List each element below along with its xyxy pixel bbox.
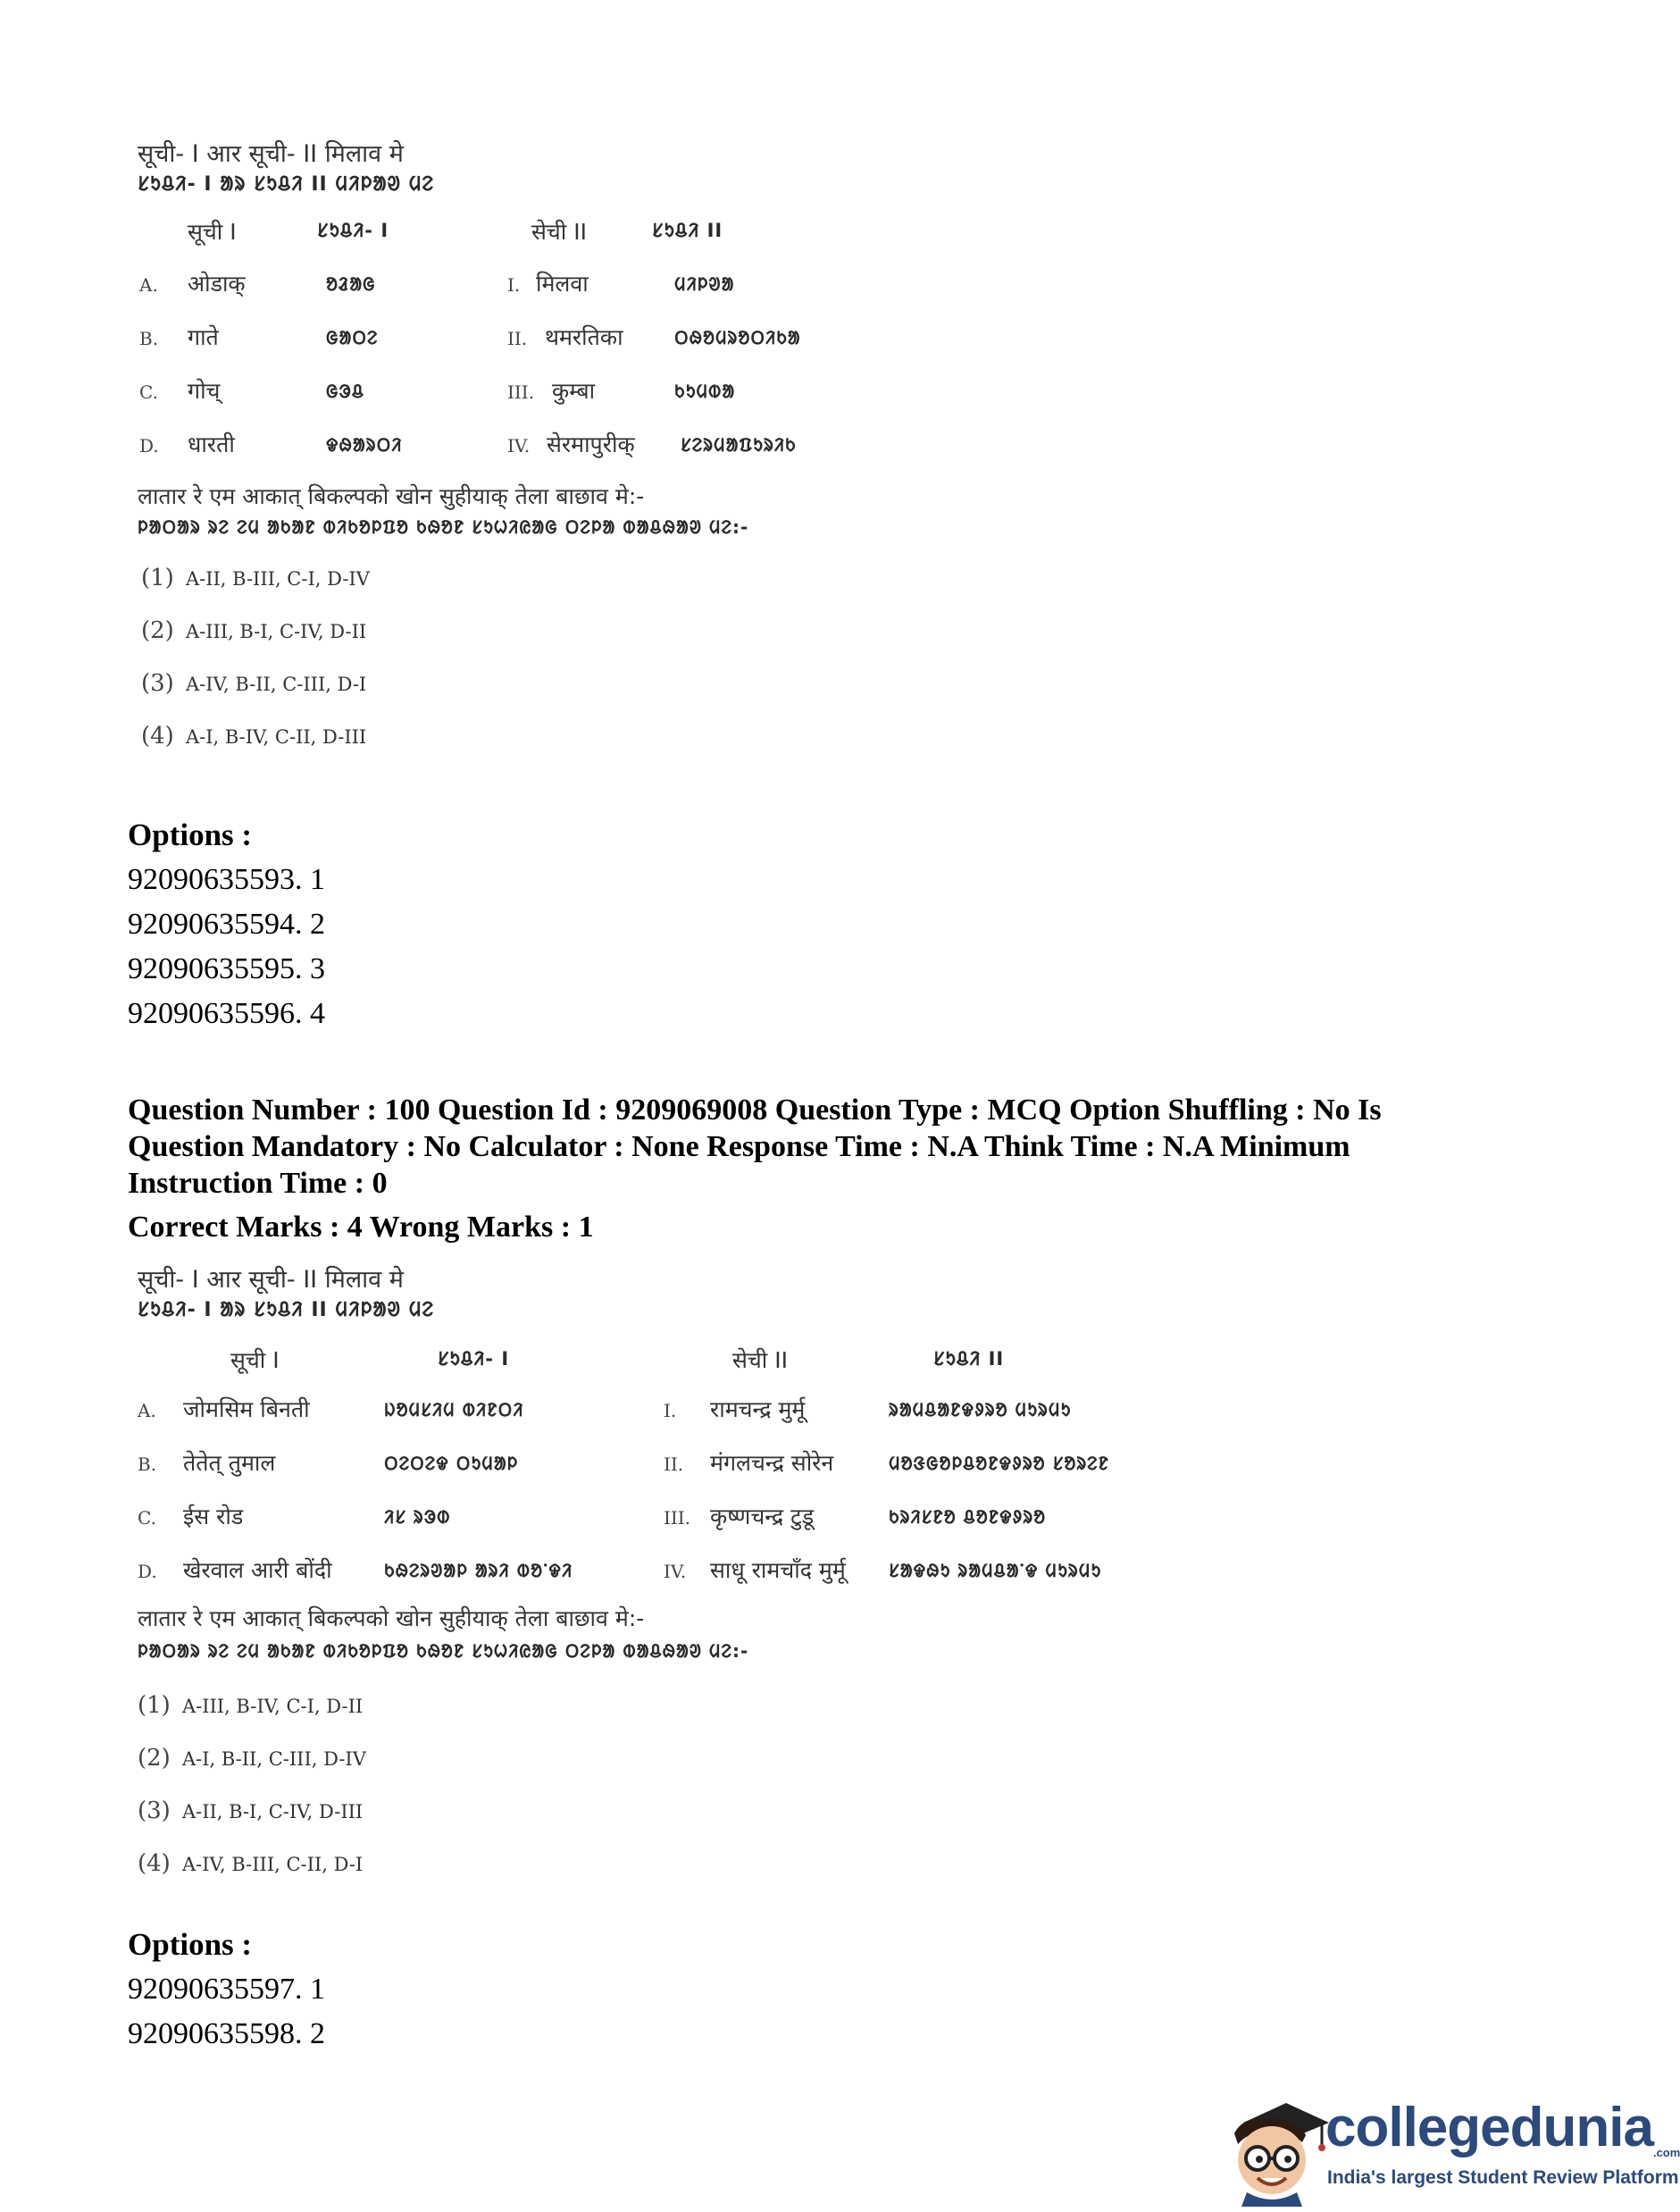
q2-instruction-deva: लातार रे एम आकात् बिकल्पको खोन सुहीयाक् तेला बाछाव मे:- bbox=[138, 1605, 645, 1631]
options-heading: Options : bbox=[128, 817, 253, 852]
q1-row-left-ol: ᱜᱟᱛᱮ bbox=[326, 327, 379, 348]
choice-text: A-I, B-IV, C-II, D-III bbox=[185, 726, 367, 748]
choice-number: (3) bbox=[141, 670, 174, 697]
q1-header-left-deva: सूची I bbox=[188, 219, 237, 245]
choice-text: A-II, B-III, C-I, D-IV bbox=[185, 568, 370, 590]
q2-row-right-deva: मंगलचन्द्र सोरेन bbox=[710, 1450, 834, 1476]
q2-row-right-ol: ᱨᱟᱢᱪᱟᱱᱫᱽᱨᱚ ᱢᱩᱨᱢᱩ bbox=[889, 1399, 1072, 1420]
q1-row-label: B. bbox=[139, 328, 159, 349]
mascot-icon bbox=[1216, 2091, 1333, 2207]
option-id: 92090635596. 4 bbox=[128, 997, 325, 1030]
q2-row-right-deva: रामचन्द्र मुर्मू bbox=[710, 1396, 806, 1422]
choice-number: (4) bbox=[141, 723, 174, 750]
q1-row-right-deva: कुम्बा bbox=[552, 378, 596, 404]
choice-text: A-IV, B-III, C-II, D-I bbox=[181, 1854, 364, 1875]
q1-row-right-ol: ᱥᱮᱨᱢᱟᱯᱩᱨᱤᱠ bbox=[681, 434, 797, 456]
options-heading: Options : bbox=[128, 1927, 253, 1962]
q2-row-left-deva: खेरवाल आरी बोंदी bbox=[183, 1557, 332, 1583]
q1-row-right-label: III. bbox=[507, 381, 535, 403]
q2-row-label: B. bbox=[138, 1454, 157, 1475]
meta-line: Instruction Time : 0 bbox=[128, 1167, 388, 1200]
question-meta bbox=[128, 1092, 1382, 1245]
q2-row-right-ol: ᱢᱚᱝᱜᱚᱞᱪᱚᱱᱫᱽᱨᱚ ᱥᱚᱨᱮᱱ bbox=[889, 1453, 1110, 1474]
question-1-image bbox=[134, 134, 848, 759]
brand-name bbox=[1325, 2096, 1680, 2159]
q1-row-left-ol: ᱚᱲᱟᱜ bbox=[326, 273, 376, 295]
q1-header-right-ol: ᱥᱩᱪᱤ II bbox=[652, 220, 723, 241]
q1-row-left-deva: ओडाक् bbox=[188, 271, 246, 297]
q2-instruction-olchiki: ᱞᱟᱛᱟᱨ ᱨᱮ ᱮᱢ ᱟᱠᱟᱱ ᱵᱤᱠᱚᱞᱯᱚ ᱠᱷᱚᱱ ᱥᱩᱦᱤᱭᱟᱜ ᱛᱮᱞᱟ ᱵᱟᱪᱷᱟᱣ ᱢᱮ:- bbox=[138, 1640, 749, 1662]
option-id: 92090635597. 1 bbox=[128, 1973, 325, 2006]
q2-row-right-deva: कृष्णचन्द्र टुडू bbox=[710, 1504, 815, 1529]
brand-tagline: India's largest Student Review Platform bbox=[1327, 2167, 1679, 2188]
q2-row-right-label: I. bbox=[664, 1400, 677, 1421]
q1-row-label: D. bbox=[139, 435, 159, 457]
q1-choice bbox=[141, 565, 370, 591]
q1-choice bbox=[141, 670, 366, 697]
q2-row-right-label: IV. bbox=[664, 1561, 687, 1582]
option-id: 92090635595. 3 bbox=[128, 952, 325, 985]
q1-row-label: C. bbox=[139, 381, 158, 403]
q2-row-right-label: III. bbox=[664, 1507, 691, 1529]
q1-title-olchiki: ᱥᱩᱪᱤ- I ᱟᱨ ᱥᱩᱪᱤ II ᱢᱤᱞᱟᱣ ᱢᱮ bbox=[138, 173, 435, 196]
q2-choice bbox=[138, 1850, 363, 1877]
collegedunia-logo[interactable] bbox=[1216, 2091, 1680, 2207]
choice-text: A-I, B-II, C-III, D-IV bbox=[181, 1748, 366, 1770]
q1-row-right-label: II. bbox=[507, 328, 528, 349]
q1-row-left-deva: गोच् bbox=[188, 378, 221, 404]
q1-row-left-ol: ᱫᱷᱟᱨᱛᱤ bbox=[326, 434, 403, 456]
q2-row-left-deva: तेतेत् तुमाल bbox=[183, 1450, 276, 1476]
q2-row-right-ol: ᱠᱨᱤᱥᱱᱚ ᱪᱚᱱᱫᱽᱨᱚ bbox=[889, 1506, 1047, 1528]
q1-row-right-ol: ᱛᱷᱚᱢᱨᱚᱛᱤᱠᱟ bbox=[674, 327, 801, 348]
q1-row-right-label: IV. bbox=[507, 435, 531, 457]
q2-header-right-deva: सेची II bbox=[732, 1347, 788, 1373]
q2-row-right-ol: ᱥᱟᱫᱷᱩ ᱨᱟᱢᱪᱟᱸᱫ ᱢᱩᱨᱢᱩ bbox=[889, 1560, 1102, 1581]
q1-instruction-deva: लातार रे एम आकात् बिकल्पको खोन सुहीयाक् तेला बाछाव मे:- bbox=[138, 483, 645, 509]
q2-choice bbox=[138, 1745, 366, 1772]
q2-row-right-label: II. bbox=[664, 1454, 684, 1475]
choice-number: (3) bbox=[138, 1797, 171, 1824]
choice-number: (1) bbox=[138, 1692, 171, 1719]
choice-number: (2) bbox=[138, 1745, 171, 1772]
q1-choice bbox=[141, 617, 366, 644]
options-block-1 bbox=[128, 813, 325, 1036]
q2-header-left-ol: ᱥᱩᱪᱤ- I bbox=[438, 1348, 510, 1370]
q2-row-left-deva: ईस रोड bbox=[183, 1504, 244, 1529]
q1-instruction-olchiki: ᱞᱟᱛᱟᱨ ᱨᱮ ᱮᱢ ᱟᱠᱟᱱ ᱵᱤᱠᱚᱞᱯᱚ ᱠᱷᱚᱱ ᱥᱩᱦᱤᱭᱟᱜ ᱛᱮᱞᱟ ᱵᱟᱪᱷᱟᱣ ᱢᱮ:- bbox=[138, 516, 749, 538]
brand-suffix: .com bbox=[1652, 2146, 1680, 2159]
q1-row-left-ol: ᱜᱳᱪ bbox=[326, 381, 364, 402]
q1-row-right-ol: ᱠᱩᱢᱵᱟ bbox=[674, 381, 736, 402]
q1-header-right-deva: सेची II bbox=[531, 219, 587, 245]
marks-line: Correct Marks : 4 Wrong Marks : 1 bbox=[128, 1211, 594, 1244]
meta-line: Question Number : 100 Question Id : 9209069008 Question Type : MCQ Option Shuffling : No Is bbox=[128, 1093, 1382, 1127]
q1-row-right-deva: थमरतिका bbox=[545, 324, 623, 350]
choice-number: (2) bbox=[141, 617, 174, 644]
q2-row-left-ol: ᱡᱚᱢᱥᱤᱢ ᱵᱤᱱᱛᱤ bbox=[384, 1399, 524, 1420]
q2-choice bbox=[138, 1797, 363, 1824]
meta-line: Question Mandatory : No Calculator : None Response Time : N.A Think Time : N.A Minimum bbox=[128, 1130, 1350, 1163]
choice-text: A-III, B-I, C-IV, D-II bbox=[185, 621, 367, 642]
option-id: 92090635594. 2 bbox=[128, 908, 325, 941]
q2-row-label: C. bbox=[138, 1507, 156, 1529]
q1-row-label: A. bbox=[139, 274, 158, 296]
choice-text: A-II, B-I, C-IV, D-III bbox=[181, 1801, 364, 1822]
option-id: 92090635598. 2 bbox=[128, 2017, 325, 2050]
choice-text: A-III, B-IV, C-I, D-II bbox=[181, 1696, 364, 1717]
q2-row-left-deva: जोमसिम बिनती bbox=[183, 1396, 310, 1422]
q2-row-right-deva: साधू रामचाँद मुर्मू bbox=[710, 1557, 846, 1583]
choice-text: A-IV, B-II, C-III, D-I bbox=[185, 674, 367, 695]
q1-row-left-deva: गाते bbox=[188, 324, 219, 350]
brand-name-text: collegedunia bbox=[1325, 2097, 1653, 2158]
q2-header-left-deva: सूची I bbox=[230, 1347, 280, 1373]
q1-row-right-ol: ᱢᱤᱞᱣᱟ bbox=[674, 273, 735, 295]
q1-row-right-label: I. bbox=[507, 274, 521, 296]
question-2-image bbox=[134, 1260, 1206, 1885]
q1-row-left-deva: धारती bbox=[188, 432, 235, 457]
q2-row-label: A. bbox=[138, 1400, 156, 1421]
option-id: 92090635593. 1 bbox=[128, 863, 325, 896]
choice-number: (4) bbox=[138, 1850, 171, 1877]
q2-title-deva: सूची- I आर सूची- II मिलाव मे bbox=[138, 1266, 404, 1294]
options-block-2 bbox=[128, 1923, 325, 2057]
q1-title-deva: सूची- I आर सूची- II मिलाव मे bbox=[138, 140, 404, 168]
q2-row-label: D. bbox=[138, 1561, 157, 1582]
q2-choice bbox=[138, 1692, 363, 1719]
q2-row-left-ol: ᱤᱥ ᱨᱳᱰ bbox=[384, 1506, 451, 1528]
q1-choice bbox=[141, 723, 366, 750]
q2-header-right-ol: ᱥᱩᱪᱤ II bbox=[933, 1348, 1005, 1370]
q1-row-right-deva: मिलवा bbox=[536, 271, 589, 297]
choice-number: (1) bbox=[141, 565, 174, 591]
q1-header-left-ol: ᱥᱩᱪᱤ- I bbox=[317, 220, 389, 241]
q2-row-left-ol: ᱛᱮᱛᱮᱫ ᱛᱩᱢᱟᱞ bbox=[384, 1453, 519, 1474]
q2-row-left-ol: ᱠᱷᱮᱨᱣᱟᱞ ᱟᱨᱤ ᱵᱚᱸᱫᱤ bbox=[384, 1560, 573, 1581]
q2-title-olchiki: ᱥᱩᱪᱤ- I ᱟᱨ ᱥᱩᱪᱤ II ᱢᱤᱞᱟᱣ ᱢᱮ bbox=[138, 1299, 435, 1321]
q1-row-right-deva: सेरमापुरीक् bbox=[547, 432, 635, 457]
